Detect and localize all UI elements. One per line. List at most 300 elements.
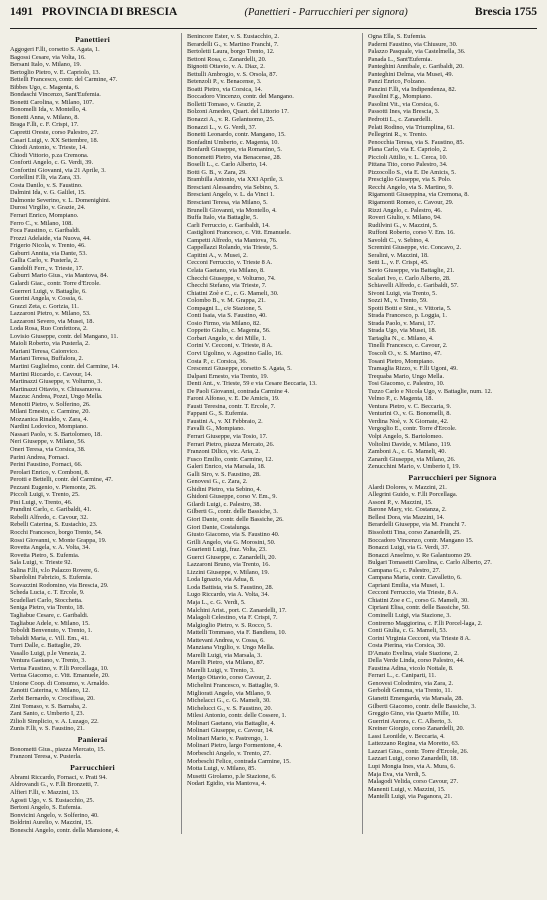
directory-entry: Oneri Teresa, via Corsica, 38. (10, 445, 86, 453)
directory-entry: Bibbes Ugo, c. Magenta, 6. (10, 83, 80, 91)
directory-entry: Maioli Roberto, via Pusterla, 2. (10, 340, 90, 348)
directory-entry: Bulgari Tomasetti Carolina, c. Carlo Alberto, 27. (368, 559, 492, 567)
directory-entry: Boatti Pietro, via Corsica, 14. (187, 85, 263, 93)
directory-entry: Fusco Emilio, contr. Carmine, 12. (187, 455, 274, 463)
directory-entry: Rigamonti Romeo, c. Cavour, 29. (368, 199, 454, 207)
directory-entry: Boneschi Angelo, contr. della Mansione, 4. (10, 826, 120, 834)
directory-entry: Franzoni Dilico, vic. Aria, 2. (187, 448, 260, 456)
directory-entry: Molinari Pietro, largo Formentone, 4. (187, 742, 283, 750)
directory-entry: Gilberti Giacomo, contr. delle Bassiche, 3. (368, 702, 477, 710)
directory-entry: Conforti Angelo, c. G. Verdi, 39. (10, 159, 94, 167)
directory-entry: Rocchi Francesco, borgo Trento, 54. (10, 529, 103, 536)
directory-entry: Crescenzi Giuseppe, corsetto S. Agata, 5. (187, 365, 292, 373)
directory-entry: Mattevani Andrea, v. Cossa, 6. (187, 636, 265, 644)
directory-entry: Rizzi Angelo, c. Palestro, 46. (368, 206, 443, 214)
directory-entry: Gianetti Emengarda, via Marsala, 28. (368, 695, 463, 703)
columns (10, 33, 537, 834)
directory-entry: Tagliabue Adele, v. Milano, 15. (10, 619, 90, 627)
directory-entry: Benincore Ester, v. S. Eustacchio, 2. (187, 33, 280, 40)
directory-entry: Bertoletti Laura, borgo Trento, 12. (187, 48, 275, 56)
directory-entry: Tosani Pietro, Mompiano. (368, 357, 435, 365)
directory-entry: Bignotti Ottavio, v. A. Diaz, 2. (187, 63, 265, 71)
directory-entry: Martinazzi Giuseppe, v. Volturno, 3. (10, 378, 103, 386)
directory-entry: Loda Battista, via S. Faustino, 28. (187, 583, 274, 591)
directory-entry: Corvi Ugolino, v. Agostino Gallo, 16. (187, 349, 283, 357)
directory-entry: Guerrini Aurora, c. C. Alberto, 3. (368, 717, 453, 725)
directory-entry: Durosi Virgilio, v. Grazie, 24. (10, 204, 86, 212)
listing-panettieri (10, 46, 175, 733)
header-left (10, 6, 177, 18)
directory-entry: Bonazzi L., v. G. Verdi, 37. (187, 123, 257, 131)
directory-entry: Ferro C., v. Milano, 108. (10, 219, 73, 227)
directory-entry: Marelli Luigi, v. Trento, 3. (187, 666, 255, 674)
directory-entry: Savoldi C., v. Sebino, 4. (368, 236, 430, 244)
listing-parrucchieri-signora (368, 484, 537, 801)
directory-entry: Grazzi Zeta, c. Gorizia, 11. (10, 302, 79, 310)
directory-entry: Scheda Lucia, c. T. Ercole, 9. (10, 589, 85, 597)
directory-entry: Pittana Tito, corso Palestro, 34. (368, 161, 448, 169)
directory-entry: Bresciani Angelo, v. L. da Vinci 1. (187, 191, 275, 199)
directory-entry: Berardelli G., v. Martino Franchi, 7. (187, 40, 279, 48)
directory-entry: Panteghini Delma, via Musei, 49. (368, 70, 454, 78)
directory-entry: Rebelli Caterina, S. Eustachio, 23. (10, 521, 98, 529)
directory-entry: Denti Ant., v. Trieste, 59 e via Cesare Beccaria, 13. (187, 380, 317, 388)
directory-entry: Grilli Angelo, via G. Morosini, 50. (187, 538, 276, 546)
directory-entry: Bolletti Tomaso, v. Grazie, 2. (187, 100, 262, 108)
directory-entry: Buffa Italo, via Battaglie, 5. (187, 214, 258, 222)
directory-entry: Corbari Angelo, v. dei Mille, 1. (187, 334, 267, 342)
directory-entry: Ferrari Giuseppe, via Tosio, 17. (187, 432, 268, 440)
directory-entry: Alardi Dolores, v. Mazzini, 21. (368, 483, 447, 491)
directory-entry: Mazzuc Andrea, Pozzi, Ungo Mella. (10, 393, 103, 401)
directory-entry: Conti Isaia, via S. Faustino, 40. (187, 312, 267, 320)
directory-entry: Checchi Stefano, via Trieste, 7. (187, 282, 267, 290)
directory-entry: Musetti Girolamo, p.le Stazione, 6. (187, 772, 277, 780)
directory-entry: Mariani Teresa, Caionvico. (10, 347, 79, 355)
directory-entry: Manziana Virgilio, v. Ungo Mella. (187, 644, 275, 652)
listing-parrucchieri-cont-2 (368, 33, 537, 471)
directory-entry: Nassari Paolo, v. S. Bartolomeo, 18. (10, 430, 102, 438)
directory-entry: Menotti Pietro, v. Solferino, 26. (10, 400, 91, 408)
directory-entry: Lazzari Luigi, corso Zanardelli, 18. (368, 755, 459, 763)
section-title-parrucchieri-signora: Parrucchieri per Signora (408, 472, 497, 482)
directory-entry: Frozzi Adelaide, via Nuova, 44. (10, 234, 91, 242)
directory-entry: Pelati Rodino, via Triumplina, 61. (368, 123, 455, 131)
directory-entry: Capretti Oreste, corso Palestro, 27. (10, 129, 99, 137)
directory-entry: Cominelli Luigi, via Stazione, 3. (368, 612, 452, 620)
directory-entry: Pezzani Eugenio, v. Piemonte, 26. (10, 483, 97, 491)
directory-entry: Scudellari Carlo, Stocchetta. (10, 596, 83, 604)
directory-entry: Bonfadini Umberto, c. Magenta, 10. (187, 138, 280, 146)
column-2 (181, 33, 356, 834)
directory-entry: Bresciani Teresa, via Milano, 5. (187, 199, 268, 207)
directory-entry: Molinari Mario, v. Pastrengo, 1. (187, 734, 269, 742)
directory-entry: Plana Carlo, via E. Capriolo, 2. (368, 146, 448, 154)
directory-entry: Lattezzano Regina, via Moretto, 63. (368, 740, 460, 748)
directory-entry: Boccadoro Vincenzo, contr. Mangano 15. (368, 536, 474, 544)
directory-entry: Fappani G., S. Eufemia. (187, 410, 249, 418)
directory-entry: Casari Luigi, v. XX Settembre, 18. (10, 136, 99, 144)
directory-entry: Bondaschi Vincenzo, Sant'Eufemia. (10, 91, 101, 99)
directory-entry: Malgioglio Pietro, v. S. Rocco, 5. (187, 621, 272, 629)
directory-entry: Dalpani Ernesto, via Trento, 19. (187, 372, 269, 380)
directory-entry: Greggio Gino, via Quarto Mille, 10. (368, 710, 460, 718)
directory-entry: Rovetta Pietro, S. Eufemia. (10, 551, 80, 559)
directory-entry: Turri Dalle, c. Battaglie, 29. (10, 642, 82, 650)
directory-entry: Scavazzini Rodomino, via Brescia, 29. (10, 581, 109, 589)
directory-entry: Bersani Italo, v. Milano, 19. (10, 61, 82, 69)
directory-entry: Zini Tomaso, v. S. Barnaba, 2. (10, 702, 87, 710)
listing-parrucchieri (10, 774, 175, 834)
directory-entry: Volpi Angelo, S. Bartolomeo. (368, 432, 443, 440)
directory-entry: Tebaldi Maria, c. Vill. Em., 41. (10, 634, 89, 642)
directory-entry: Panada L., Sant'Eufemia. (368, 55, 433, 63)
directory-entry: Seralini, v. Mazzini, 18. (368, 251, 429, 259)
directory-entry: Alfieri F.lli, v. Mazzini, 13. (10, 788, 80, 796)
directory-entry: Chiodi Vittorio, p.za Cremona. (10, 151, 89, 159)
directory-entry: Piccoli Luigi, v. Trento, 25. (10, 491, 80, 499)
directory-entry: Guerreri Luigi, v. Battaglie, 6. (10, 287, 87, 295)
directory-entry: Tinelli Francesco, c. Cavour, 2. (368, 342, 448, 350)
directory-entry: Coppetto Giulio, c. Magenta, 56. (187, 327, 271, 335)
directory-entry: Milesi Antonio, contr. delle Cossere, 1. (187, 712, 287, 720)
directory-entry: Carli Ferruccio, c. Garibaldi, 14. (187, 221, 270, 229)
directory-entry: Bonetti Anna, v. Milano, 8. (10, 113, 80, 121)
directory-entry: Pasolini Vit., via Corsica, 6. (368, 100, 440, 108)
directory-entry: Galli Siro, v. S. Faustino, 28. (187, 470, 261, 478)
directory-entry: Zanotti Caterina, v. Milano, 12. (10, 687, 90, 695)
directory-entry: Pasolini F.g., Mompiano. (368, 93, 433, 101)
directory-entry: Martinazzi Ottavio, v. Chiusanuova. (10, 385, 102, 393)
directory-entry: Michelini Francesco, v. Battaglie, 9. (187, 682, 279, 690)
directory-entry: Dalmonte Severino, v. L. Domenighini. (10, 196, 111, 204)
header-right: Brescia 1755 (474, 6, 537, 18)
directory-entry: Capriani Emilia, via Musei, 1. (368, 581, 445, 589)
directory-entry: Ghidoni Giuseppe, corso V. Em., 9. (187, 493, 278, 501)
directory-entry: Kreiner Giorgio, corso Zanardelli, 20. (368, 725, 465, 733)
directory-entry: Aldrovandi G., v. F.lli Bronzetti, 7. (10, 781, 99, 789)
directory-entry: Castiglioni Francesco, c. Vitt. Emanuele. (187, 229, 291, 237)
directory-entry: Malchini Arist., port. C. Zanardelli, 17. (187, 606, 287, 614)
directory-entry: Betenzoli P., v. Benacense, 3. (187, 78, 262, 86)
directory-entry: Voltolini Davide, v. Milano, 119. (368, 440, 452, 448)
directory-entry: Vergoglio E., contr. Torre d'Ercole. (368, 425, 457, 433)
directory-entry: Unione Coop. di Consumo, v. Arnaldo. (10, 679, 110, 687)
directory-entry: Bonometti Gius., piazza Mercato, 15. (10, 745, 106, 753)
directory-entry: Trequaba Mario, Ungo Mella. (368, 372, 445, 380)
directory-entry: Bonometti Pietro, via Benacense, 28. (187, 153, 282, 161)
directory-entry: De Paoli Giovanni, contrada Carmine 4. (187, 387, 290, 395)
directory-entry: Neri Giuseppe, v. Milano, 56. (10, 438, 86, 446)
directory-entry: Maja Eva, via Verdi, 5. (368, 770, 427, 778)
directory-entry: Campetti Alfredo, via Mantova, 76. (187, 236, 278, 244)
directory-entry: Piccioli Attilio, v. L. Cerca, 10. (368, 153, 448, 161)
directory-entry: Tosi Giacomo, c. Palestro, 10. (368, 380, 445, 388)
directory-entry: Panzini F.lli, via Indipendenza, 82. (368, 85, 457, 93)
directory-entry: Bettelli Francesco, contr. del Carmine, 47. (10, 76, 118, 84)
directory-entry: Galeri Enrico, via Marsala, 18. (187, 463, 266, 471)
directory-entry: Mattelli Tommaso, via F. Bandiera, 10. (187, 629, 287, 637)
directory-entry: Zanardi Giuseppe, via Milano, 26. (368, 455, 456, 463)
directory-entry: Cortellini F.lli, via Zara, 33. (10, 174, 82, 182)
directory-entry: Rossi Giovanni, v. Monte Grappa, 19. (10, 536, 107, 544)
directory-entry: Perolari Enrico, v. Comboni, 8. (10, 468, 90, 476)
directory-entry: Bonazzi Anselmo, v. Re Galantuomo 29. (368, 551, 472, 559)
directory-entry: Chiatini Zoe e C., corso G. Mameli, 30. (368, 596, 469, 604)
directory-entry: Palazzo Pasquale, via Castelmella, 36. (368, 48, 466, 56)
directory-entry: Tramaglia Rizzo, v. F.lli Ugoni, 49. (368, 365, 458, 373)
directory-entry: Bonazzi Luigi, via G. Verdi, 37. (368, 544, 450, 552)
directory-entry: Chiatini Zoè e C., c. G. Mameli, 30. (187, 289, 279, 297)
directory-entry: Recchi Angelo, via S. Martino, 9. (368, 183, 454, 191)
directory-entry: Verdina Noè, v. X Giornate, 42. (368, 417, 449, 425)
directory-entry: Michelacci G., c. G. Mameli, 30. (187, 697, 271, 705)
directory-entry: Maja L., c. G. Verdi, 5. (187, 599, 246, 607)
directory-entry: Panzi Enrico, Folzano. (368, 78, 426, 86)
directory-entry: Molinari Giuseppe, c. Cavour, 14. (187, 727, 274, 735)
directory-entry: Gandolfi Ferr., v. Trieste, 17. (10, 264, 84, 272)
directory-entry: Confortini Giovanni, via 21 Aprile, 3. (10, 166, 106, 174)
directory-entry: Berardelli Giuseppe, via M. Franchi 7. (368, 521, 466, 529)
directory-entry: Zunis F.lli, v. S. Faustino, 21. (10, 725, 85, 733)
directory-entry: Spotti Botti e Sint., v. Vittoria, 5. (368, 304, 452, 312)
directory-entry: Malagodi Velida, corso Cavour, 27. (368, 778, 459, 786)
directory-entry: Boselli L., c. Carlo Alberto, 14. (187, 161, 268, 169)
directory-entry: Scremini Giuseppe, vic. Concavo, 2. (368, 244, 462, 252)
directory-entry: Bonvicini Angelo, v. Solferino, 40. (10, 811, 99, 819)
directory-entry: Seniga Pietro, via Trento, 18. (10, 604, 85, 612)
directory-entry: Galardi Giac., contr. Torre d'Ercole. (10, 279, 101, 287)
category-title: (Panettieri - Parrucchieri per signora) (244, 7, 408, 18)
directory-entry: Setti L., v. F. Crispi, 45. (368, 259, 429, 267)
directory-entry: Panteghini Annibale, c. Garibaldi, 20. (368, 63, 464, 71)
directory-entry: Capitini A., v. Musei, 2. (187, 251, 248, 259)
directory-page (10, 6, 537, 894)
directory-entry: Giusto Giacomo, via S. Faustino 40. (187, 531, 280, 539)
directory-entry: Ventura Gaetano, v. Trento, 3. (10, 657, 87, 665)
directory-entry: Strada Ugo, via Musei, 18. (368, 327, 437, 335)
directory-entry: Agosti Ugo, v. S. Eustacchio, 25. (10, 796, 95, 804)
directory-entry: Salina F.lli, v.lo Palazzo Rovere, 6. (10, 566, 99, 574)
directory-entry: Favalli G., Mompiano. (187, 425, 246, 433)
directory-entry: Cappellazzi Rolando, via Trieste, 5. (187, 244, 278, 252)
directory-entry: Ferrari L., c. Caniparti, 11. (368, 672, 436, 680)
directory-entry: Sala Luigi, v. Trieste 92. (10, 559, 73, 567)
directory-entry: Campana G., c. Palestro, 27. (368, 566, 441, 574)
directory-entry: Assoni P., v. Mazzini, 15. (368, 498, 433, 506)
directory-entry: Lazzaroni Severo, via Musei, 18. (10, 317, 95, 325)
directory-entry: Bissolotti Tina, corso Zanardelli, 25. (368, 529, 461, 536)
directory-entry: Tartaglia N., c. Milano, 4. (368, 334, 434, 342)
directory-entry: Ventura Pietro, v. C. Beccaria, 9. (368, 402, 452, 410)
directory-entry: Cecconi Ferruccio, via Trieste, 8 A. (368, 589, 459, 597)
directory-entry: Malagoli Celestino, via F. Crispi, 7. (187, 614, 278, 622)
directory-entry: Faroni Alfonso, v. E. De Amicis, 19. (187, 395, 280, 403)
directory-entry: Pellegrini R., v. Trento. (368, 131, 428, 139)
directory-entry: Motta Luigi, v. Milano, 85. (187, 765, 257, 773)
directory-entry: Ghidini Pietro, via Sebino, 4. (187, 485, 262, 493)
directory-entry: Sozzi M., v. Trento, 59. (368, 297, 428, 305)
directory-entry: Rigamonti Giuseppina, via Cremona, 8. (368, 191, 469, 199)
directory-entry: Pizzocollo S., via E. De Amicis, 5. (368, 168, 456, 176)
directory-entry: Lazzari Gius., contr. Torre d'Ercole, 26. (368, 747, 469, 755)
directory-entry: Marelli Luigi, via Marsala, 3. (187, 651, 262, 659)
directory-entry: Guerini Angela, v. Cossia, 6. (10, 295, 83, 303)
directory-entry: Gaburri Mario Gius., via Mantova, 84. (10, 272, 109, 280)
directory-entry: Bagossi Cesare, via Volta, 16. (10, 53, 86, 61)
directory-entry: Mozzanica Rinaldo, v. Zara, 4. (10, 415, 89, 423)
directory-entry: Bonazzi A., v. R. Gelantuomo, 25. (187, 116, 275, 124)
directory-entry: Prandini Carlo, c. Garibaldi, 41. (10, 506, 92, 514)
directory-entry: Tagliabue Cesare, c. Garibaldi. (10, 612, 89, 620)
directory-entry: Vertua Faustino, v. F.lli Porcellaga, 10. (10, 664, 109, 672)
directory-entry: Botti G. B., v. Zara, 29. (187, 168, 247, 176)
directory-entry: Loda Ignazio, via Adua, 8. (187, 576, 255, 584)
directory-entry: Gallia Carlo, v. Pusterla, 2. (10, 257, 79, 265)
directory-entry: Costa P., c. Corsica, 36. (187, 357, 248, 365)
directory-entry: Guarienti Luigi, fraz. Volta, 23. (187, 546, 267, 554)
directory-entry: Loda Rosa, Ruo Confettora, 2. (10, 325, 88, 333)
page-header (10, 6, 537, 29)
directory-entry: Penocchia Teresa, via S. Faustino, 85. (368, 138, 465, 146)
directory-entry: Campana Maria, contr. Cavalletto, 6. (368, 574, 462, 582)
directory-entry: Perini Faustino, Fornaci, 66. (10, 461, 83, 469)
directory-entry: Rebelli Alfredo, c. Cavour, 32. (10, 513, 88, 521)
directory-entry: Milani Ernesto, c. Carmine, 20. (10, 408, 90, 416)
directory-entry: Bonetti Carolina, v. Milano, 107. (10, 98, 94, 106)
directory-entry: Colombo B., v. M. Grappa, 21. (187, 297, 266, 305)
directory-entry: Pedrotti L., c. Zanardelli. (368, 116, 432, 124)
section-title-parrucchieri: Parrucchieri (70, 762, 115, 772)
directory-entry: Venturini O., v. G. Bonomelli, 8. (368, 410, 451, 418)
column-3 (362, 33, 537, 834)
directory-entry: Lizzini Giuseppe, v. Milano, 19. (187, 568, 270, 576)
directory-entry: Lovisio Giuseppe, contr. del Mangano, 11. (10, 332, 119, 340)
directory-entry: Zerbi Bernardo, v. Crocifissa, 20. (10, 695, 95, 703)
directory-entry: Checchi Giuseppe, v. Volturno, 74. (187, 274, 276, 282)
directory-entry: Corini V. Cecconi, v. Trieste, 8 A. (187, 342, 273, 350)
directory-entry: Vasallo Luigi, p.le Venezia, 2. (10, 649, 86, 657)
directory-entry: Ogna Ella, S. Eufemia. (368, 33, 427, 40)
directory-entry: Foca Faustino, c. Garibaldi. (10, 227, 81, 235)
directory-entry: Ferrari Pietro, piazza Mercato, 26. (187, 440, 275, 448)
directory-entry: Bonomelli Ida, v. Montello, 4. (10, 106, 87, 114)
directory-entry: Tuzzo Carlo e Nicola Ugo, v. Battaglie, num. 12. (368, 387, 493, 395)
directory-entry: Brunelli Giovanni, via Montello, 4. (187, 206, 277, 214)
directory-entry: Allegrini Guido, v. F.lli Porcellaga. (368, 491, 458, 499)
directory-entry: Migliorati Angelo, via Milano, 9. (187, 689, 272, 697)
directory-entry: Rovetta Angela, v. A. Volta, 34. (10, 544, 91, 552)
directory-entry: Presciglio Giuseppe, via S. Polo. (368, 176, 452, 184)
directory-entry: Lazzaroni Bruno, via Trento, 16. (187, 561, 271, 569)
directory-entry: Ruffoni Roberto, corso V. Em. 16. (368, 229, 455, 237)
directory-entry: Sbardolini Fabrizio, S. Eufemia. (10, 574, 93, 582)
directory-entry: Parini Andrea, Fornaci. (10, 453, 70, 461)
directory-entry: Barone Mary, vic. Costanza, 2. (368, 506, 447, 514)
directory-entry: Vertua Giacomo, c. Vitt. Emanuele, 20. (10, 672, 110, 680)
directory-entry: Brambilla Antonio, via XXI Aprile, 3. (187, 176, 284, 184)
listing-panierai (10, 746, 175, 761)
directory-entry: Genovesi G., c. Zara, 2. (187, 478, 248, 486)
directory-entry: Roveri Giulio, v. Milano, 94. (368, 214, 442, 222)
directory-entry: Braga F.lli, c. F. Crispi, 17. (10, 121, 79, 129)
directory-entry: Dalmini Ida, v. G. Galilei, 15. (10, 189, 86, 197)
directory-entry: Zenucchini Mario, v. Umberto I, 19. (368, 463, 461, 471)
directory-entry: Morbeschi Felice, contrada Carmine, 15. (187, 757, 291, 765)
directory-entry: Frigerio Nicola, v. Trento, 46. (10, 242, 86, 250)
directory-entry: Aggogeri F.lli, corsetto S. Agata, 1. (10, 46, 100, 53)
section-title-panettieri: Panettieri (75, 35, 110, 44)
directory-entry: Contrerno Maggiorina, c. F.lli Porcel-laga, 2. (368, 619, 483, 627)
directory-entry: Abrami Riccardo, Fornaci, v. Prati 94. (10, 773, 108, 781)
directory-entry: Bellesi Dora, via Mazzini, 14. (368, 513, 445, 521)
directory-entry: Compagni L., c/e Stazione, 5. (187, 304, 263, 312)
directory-entry: Toscoli O., v. S. Martino, 47. (368, 349, 442, 357)
directory-entry: Conti Giulia, c. G. Mameli, 53. (368, 627, 448, 635)
directory-entry: Giori Dante, contr. delle Bassiche, 26. (187, 516, 284, 523)
directory-entry: Martini Riccardo, c. Cavour, 14. (10, 370, 93, 378)
directory-entry: Marelli Pietro, via Milano, 87. (187, 659, 265, 667)
directory-entry: Giori Dante, Costalunga. (187, 523, 251, 531)
section-title-panierai: Panieraí (77, 734, 108, 744)
directory-entry: Lugo Riccardo, via A. Volta, 34. (187, 591, 270, 599)
directory-entry: Paderni Faustino, via Chiusure, 30. (368, 40, 458, 48)
directory-entry: Gaburri Annita, via Dante, 53. (10, 249, 87, 257)
directory-entry: Cipriani Elisa, contr. delle Bassiche, 50. (368, 604, 470, 612)
directory-entry: Manenti Luigi, v. Mazzini, 15. (368, 785, 446, 793)
directory-entry: Fausti Teresina, contr. T. Ercole, 7. (187, 402, 276, 410)
directory-entry: Zani Santo, c. Umberto I, 23. (10, 710, 85, 718)
directory-entry: Toboldi Benvenuto, v. Trento, 1. (10, 627, 93, 635)
directory-entry: Velmo P., c. Magenta, 18. (368, 395, 434, 403)
directory-entry: Guerci Giuseppe, c. Zanardelli, 20. (187, 553, 277, 561)
directory-entry: Nodari Egidio, via Mantova, 4. (187, 780, 267, 788)
directory-entry: Corini Virginia Cecconi, via Trieste 8 A. (368, 634, 471, 642)
directory-entry: Ferrari Enrico, Mompiano. (10, 212, 79, 220)
directory-entry: Cosio Firmo, via Milano, 82. (187, 319, 261, 327)
directory-entry: Perotti e Bettelli, contr. del Carmine, 47. (10, 476, 113, 484)
directory-entry: Gerboldi Gemma, via Trento, 11. (368, 687, 453, 695)
directory-entry: Pini Luigi, v. Trento, 46. (10, 498, 73, 506)
directory-entry: Della Verde Linda, corso Palestro, 44. (368, 657, 465, 665)
directory-entry: Genovesi Colodmiro, via Zara, 2. (368, 679, 454, 687)
directory-entry: Lupi Mongia Ines, via A. Mura, 6. (368, 762, 456, 770)
column-1 (10, 33, 175, 834)
directory-entry: Bonfardi Giuseppe, via Romanino, 5. (187, 146, 283, 154)
directory-entry: Franzoni Teresa, v. Pusterla. (10, 753, 82, 761)
directory-entry: Bolzoni Amedeo, Quart. del Littorio 17. (187, 108, 289, 116)
directory-entry: Morbeschi Angelo, v. Trento, 27. (187, 749, 271, 757)
directory-entry: Bertoni Angelo, S. Eufemia. (10, 804, 82, 812)
directory-entry: Molinari Gaetano, via Battaglie, 4. (187, 719, 276, 727)
directory-entry: Costa Danilo, v. S. Faustino. (10, 181, 83, 189)
directory-entry: Gilardi Luigi, c. Palestro, 38. (187, 500, 262, 508)
directory-entry: Faustini A., v. XI Febbraio, 2. (187, 417, 263, 425)
directory-entry: Savio Giuseppe, via Battaglie, 21. (368, 266, 455, 274)
directory-entry: Michelucci G., v. S. Faustino, 20. (187, 704, 273, 712)
directory-entry: Mariani Teresa, Buffalora, 2. (10, 355, 84, 363)
directory-entry: Celata Gaetano, via Milano, 8. (187, 266, 265, 274)
page-number: 1491 (10, 6, 33, 18)
directory-entry: Boldrini Aurelio, v. Mazzini, 15. (10, 819, 93, 827)
directory-entry: Bettulli Ambrogio, v. S. Orsola, 87. (187, 70, 278, 78)
directory-entry: Lazzaroni Pietro, v. Milano, 53. (10, 310, 91, 318)
directory-entry: Boccadoro Vincenzo, contr. del Mangano. (187, 93, 294, 101)
directory-entry: Bertoglio Pietro, v. E. Capriolo, 13. (10, 68, 101, 76)
directory-entry: Schiavelli Alfredo, c. Garibaldi, 57. (368, 282, 459, 290)
directory-entry: Chiodi Antonio, v. Trieste, 14. (10, 144, 87, 152)
directory-entry: Zamboni A., c. G. Mameli, 40. (368, 448, 447, 456)
